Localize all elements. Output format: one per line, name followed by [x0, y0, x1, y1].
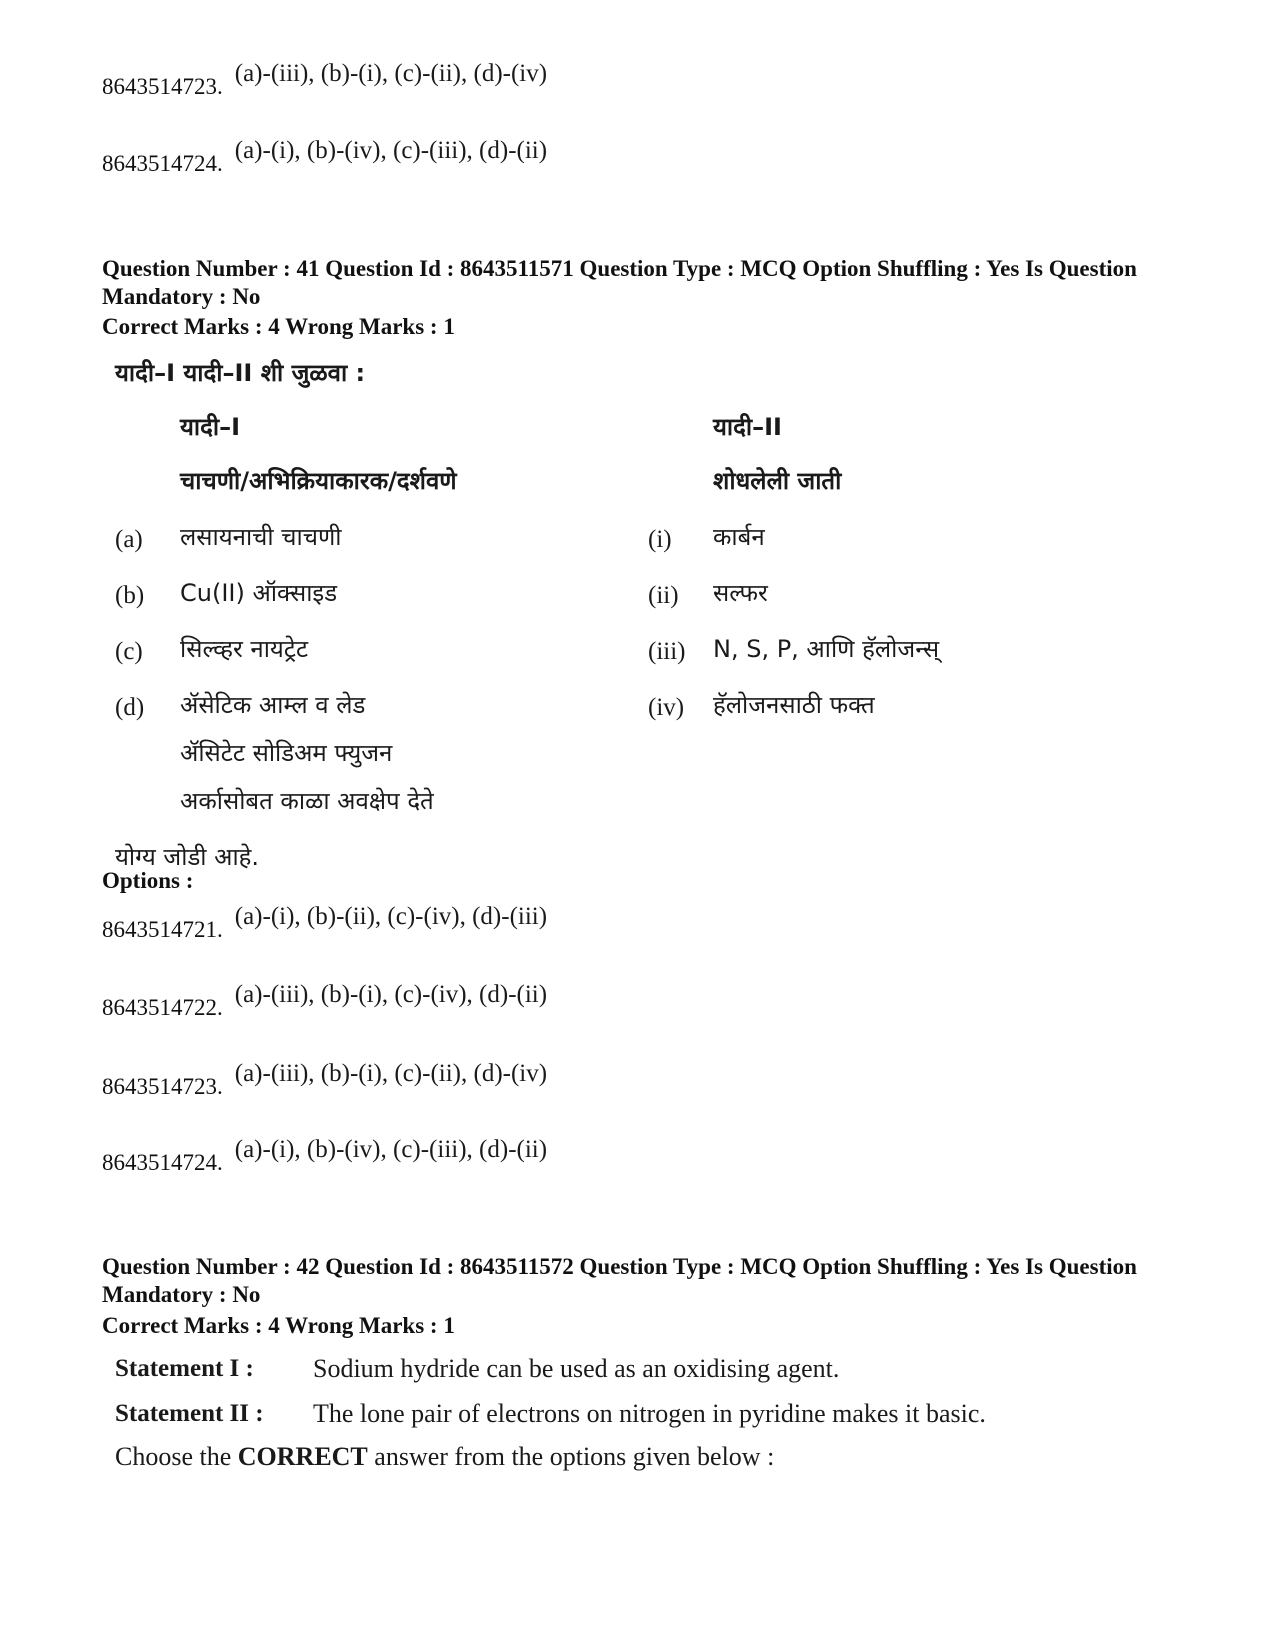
- options-label: Options :: [102, 868, 194, 893]
- list2-item-text: कार्बन: [713, 523, 765, 551]
- question-41-marks: Correct Marks : 4 Wrong Marks : 1: [102, 314, 455, 339]
- option-text: (a)-(iii), (b)-(i), (c)-(iv), (d)-(ii): [234, 981, 548, 1008]
- option-row: [102, 60, 548, 100]
- list1-item-label: (c): [115, 638, 143, 665]
- statement-2-text: The lone pair of electrons on nitrogen in pyridine makes it basic.: [313, 1399, 986, 1428]
- list2-item-label: (ii): [648, 582, 679, 609]
- list2-item-label: (iii): [648, 638, 686, 665]
- option-text: (a)-(i), (b)-(iv), (c)-(iii), (d)-(ii): [234, 1136, 548, 1163]
- question-41-header: Question Number : 41 Question Id : 8643511571 Question Type : MCQ Option Shuffling : Yes Is Question Mandatory : No: [102, 256, 1137, 309]
- option-row: [102, 1060, 548, 1100]
- option-row: [102, 1136, 548, 1176]
- option-id: 8643514723.: [102, 1074, 223, 1099]
- list1-item-label: (b): [115, 582, 145, 609]
- instruction-post: answer from the options given below :: [367, 1442, 775, 1471]
- list2-item-label: (iv): [648, 694, 685, 721]
- question-42-marks: Correct Marks : 4 Wrong Marks : 1: [102, 1313, 455, 1338]
- list1-item-text-line: ॲसेटिक आम्ल व लेड: [180, 691, 366, 719]
- list2-item-text: हॅलोजनसाठी फक्त: [713, 691, 875, 719]
- list1-item-text: सिल्व्हर नायट्रेट: [180, 635, 309, 663]
- option-row: [102, 903, 548, 943]
- statement-instruction: [115, 1442, 774, 1472]
- list1-item-text: लसायनाची चाचणी: [180, 523, 342, 551]
- list1-item-label: (a): [115, 526, 143, 553]
- list1-title: यादी–I: [180, 413, 241, 441]
- list1-item-text-line: अर्कासोबत काळा अवक्षेप देते: [180, 787, 434, 815]
- list1-item-text: Cu(II) ऑक्साइड: [180, 579, 338, 607]
- instruction-bold: CORRECT: [237, 1442, 368, 1471]
- list2-item-text: सल्फर: [713, 579, 768, 607]
- option-text: (a)-(iii), (b)-(i), (c)-(ii), (d)-(iv): [234, 60, 548, 87]
- option-row: [102, 981, 548, 1021]
- list2-subtitle: शोधलेली जाती: [713, 467, 842, 495]
- option-row: [102, 137, 548, 177]
- list2-item-label: (i): [648, 526, 672, 553]
- instruction-pre: Choose the: [115, 1442, 238, 1471]
- question-42-header: Question Number : 42 Question Id : 8643511572 Question Type : MCQ Option Shuffling : Yes Is Question Mandatory : No: [102, 1254, 1137, 1307]
- list2-item-text: N, S, P, आणि हॅलोजन्स्: [713, 635, 940, 663]
- list2-title: यादी–II: [713, 413, 782, 441]
- list1-subtitle: चाचणी/अभिक्रियाकारक/दर्शवणे: [180, 467, 457, 495]
- option-id: 8643514723.: [102, 74, 223, 99]
- statement-2-label: Statement II :: [115, 1400, 264, 1427]
- option-id: 8643514724.: [102, 151, 223, 176]
- option-text: (a)-(i), (b)-(iv), (c)-(iii), (d)-(ii): [234, 137, 548, 164]
- statement-1-label: Statement I :: [115, 1355, 254, 1382]
- option-text: (a)-(iii), (b)-(i), (c)-(ii), (d)-(iv): [234, 1060, 548, 1087]
- option-text: (a)-(i), (b)-(ii), (c)-(iv), (d)-(iii): [234, 903, 548, 930]
- option-id: 8643514722.: [102, 995, 223, 1020]
- list1-item-text-line: ॲसिटेट सोडिअम फ्युजन: [180, 739, 393, 767]
- list1-item-label: (d): [115, 694, 145, 721]
- option-id: 8643514721.: [102, 917, 223, 942]
- statement-1-text: Sodium hydride can be used as an oxidising agent.: [313, 1354, 840, 1383]
- option-id: 8643514724.: [102, 1150, 223, 1175]
- match-instruction: यादी–I यादी–II शी जुळवा :: [115, 359, 366, 387]
- match-closing: योग्य जोडी आहे.: [115, 843, 260, 871]
